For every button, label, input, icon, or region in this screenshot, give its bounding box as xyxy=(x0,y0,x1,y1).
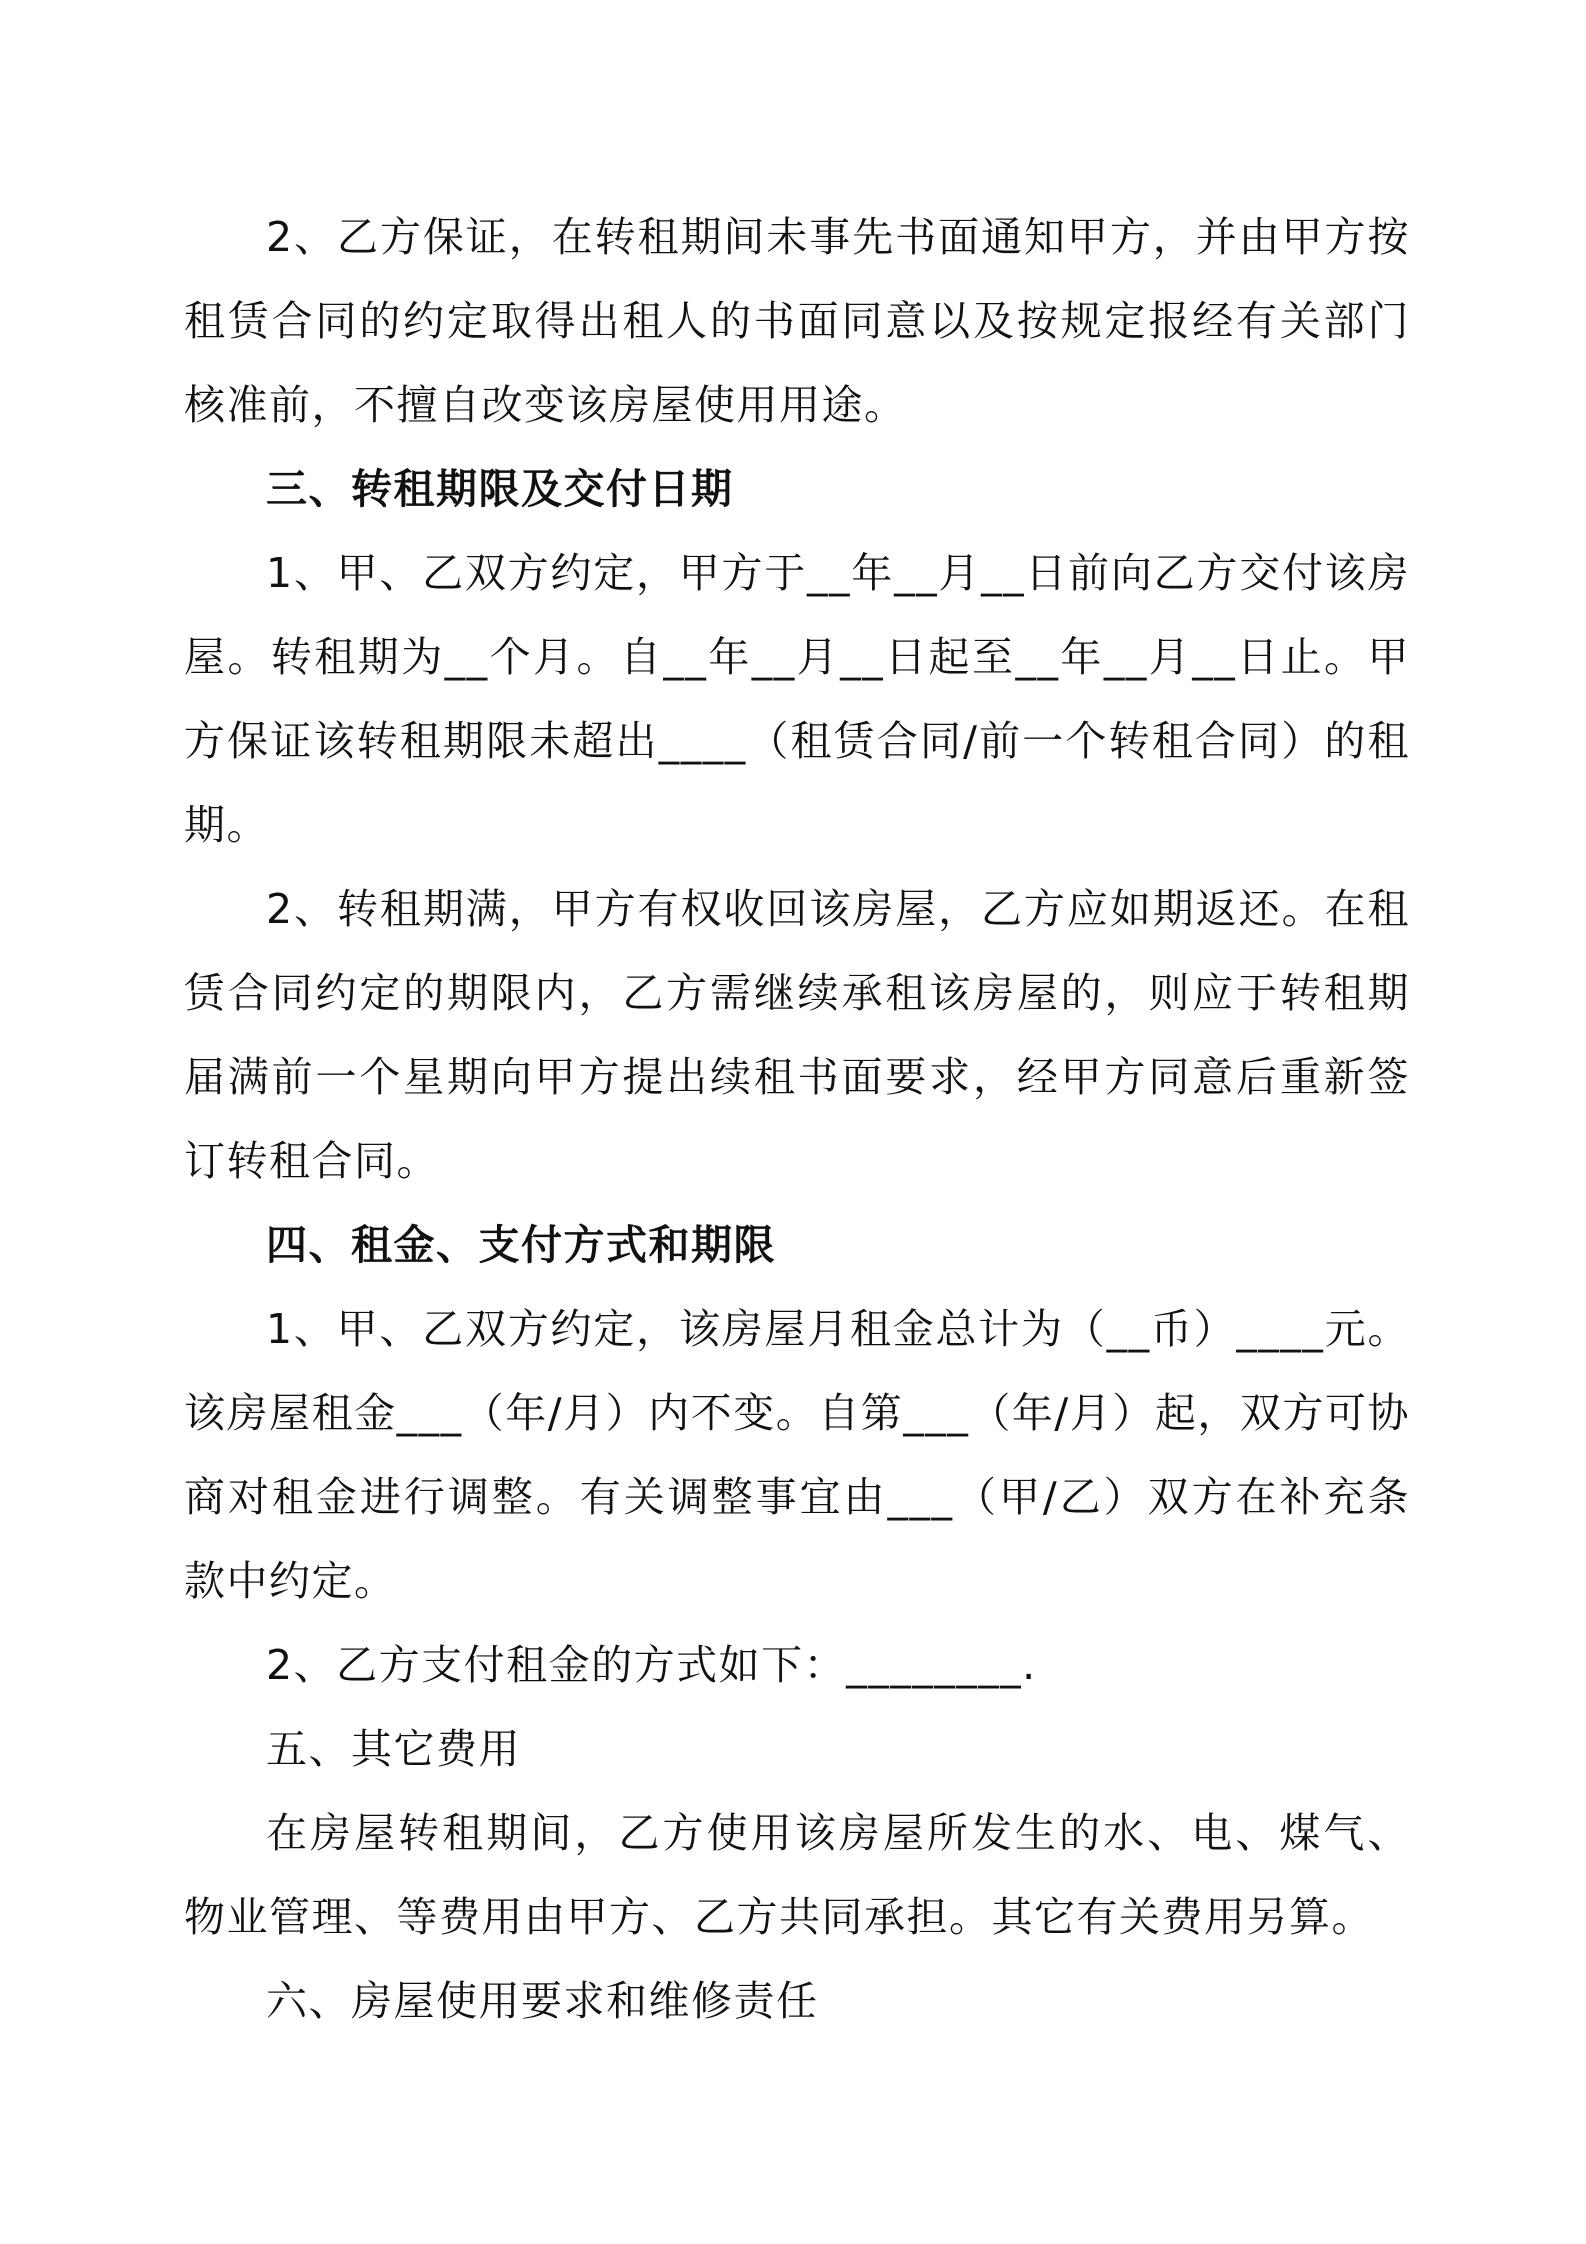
clause-2-use-guarantee: 2、乙方保证，在转租期间未事先书面通知甲方，并由甲方按租赁合同的约定取得出租人的书面同意以及按规定报经有关部门核准前，不擅自改变该房屋使用用途。 xyxy=(184,213,1410,429)
section-heading-rent: 四、租金、支付方式和期限 xyxy=(266,1221,776,1269)
clause-1-rent-amount: 1、甲、乙双方约定，该房屋月租金总计为（__币）____元。该房屋租金___（年/月）内不变。自第___（年/月）起，双方可协商对租金进行调整。有关调整事宜由___（甲/乙）双方在补充条款中约定。 xyxy=(184,1305,1410,1605)
clause-2-payment-method: 2、乙方支付租金的方式如下：________. xyxy=(266,1641,1037,1689)
clause-other-fees: 在房屋转租期间，乙方使用该房屋所发生的水、电、煤气、物业管理、等费用由甲方、乙方共同承担。其它有关费用另算。 xyxy=(184,1809,1410,1941)
document-body xyxy=(184,195,1410,2043)
clause-1-term: 1、甲、乙双方约定，甲方于__年__月__日前向乙方交付该房屋。转租期为__个月。自__年__月__日起至__年__月__日止。甲方保证该转租期限未超出____（租赁合同/前一个转租合同）的租期。 xyxy=(184,549,1410,849)
clause-2-term-expiry: 2、转租期满，甲方有权收回该房屋，乙方应如期返还。在租赁合同约定的期限内，乙方需继续承租该房屋的，则应于转租期届满前一个星期向甲方提出续租书面要求，经甲方同意后重新签订转租合同。 xyxy=(184,885,1410,1185)
section-heading-other-fees: 五、其它费用 xyxy=(266,1725,521,1773)
section-heading-term: 三、转租期限及交付日期 xyxy=(266,465,734,513)
section-heading-maintenance: 六、房屋使用要求和维修责任 xyxy=(266,1977,819,2025)
